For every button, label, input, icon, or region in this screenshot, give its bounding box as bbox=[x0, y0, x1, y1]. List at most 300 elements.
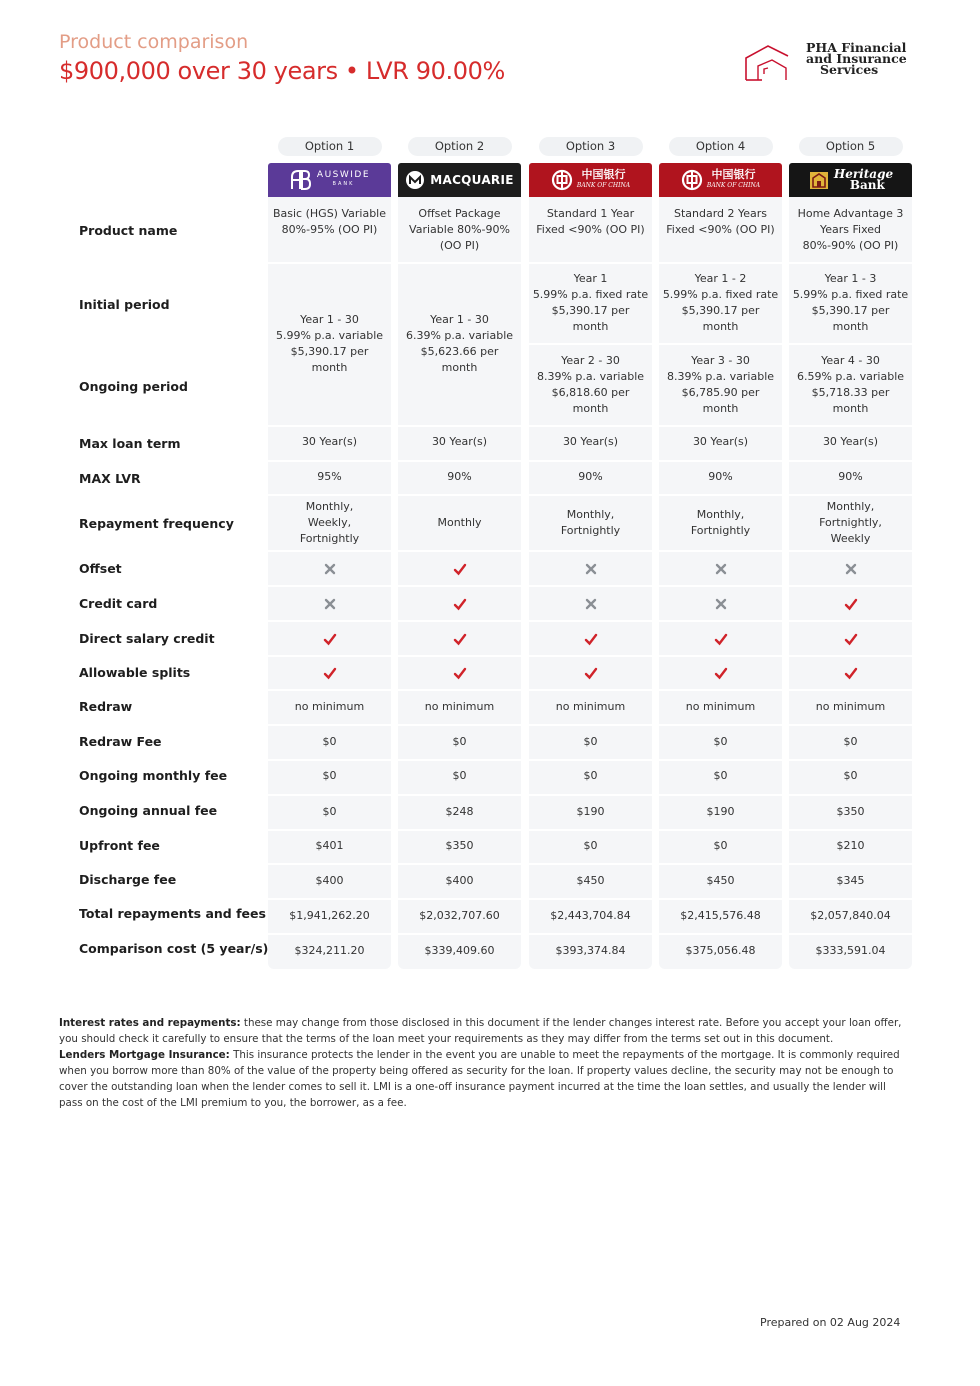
credit-card-cell bbox=[398, 594, 521, 610]
row-divider bbox=[529, 724, 652, 726]
cell-line: Year 4 - 30 bbox=[821, 354, 880, 367]
cell-line: Year 2 - 30 bbox=[561, 354, 620, 367]
total-repayments-cell: $2,057,840.04 bbox=[810, 909, 891, 922]
max-loan-term-cell: 30 Year(s) bbox=[692, 435, 749, 448]
row-divider bbox=[529, 655, 652, 657]
option-label: Option 5 bbox=[799, 137, 903, 156]
lender-name: 中国银行 bbox=[711, 168, 756, 181]
row-divider bbox=[659, 343, 782, 345]
ongoing-annual-fee-cell: $0 bbox=[322, 805, 337, 818]
check-icon bbox=[453, 666, 467, 680]
credit-card-cell bbox=[529, 594, 652, 610]
repayment-frequency-cell bbox=[789, 499, 912, 547]
option-label: Option 1 bbox=[278, 137, 382, 156]
cell-line: Year 1 - 30 bbox=[430, 313, 489, 326]
row-divider bbox=[398, 689, 521, 691]
cell-line: 5.99% p.a. fixed rate bbox=[792, 288, 909, 301]
redraw-fee-cell: $0 bbox=[843, 735, 858, 748]
credit-card-cell bbox=[268, 594, 391, 610]
row-label-direct-salary-credit: Direct salary credit bbox=[79, 631, 215, 646]
ongoing-monthly-fee-cell: $0 bbox=[713, 769, 728, 782]
row-divider bbox=[789, 898, 912, 900]
note-text: these may change from those disclosed in this document if the lender changes interest rate. Before you accept your loan offer, you should check it carefully to ensure that the terms of the loan meet your requirements as they may differ from the terms set out in this document. bbox=[59, 1017, 902, 1045]
cross-icon bbox=[584, 597, 598, 611]
redraw-cell: no minimum bbox=[555, 700, 626, 713]
redraw-cell: no minimum bbox=[294, 700, 365, 713]
cell-line: Year 1 - 30 bbox=[300, 313, 359, 326]
row-divider bbox=[529, 343, 652, 345]
row-divider bbox=[659, 829, 782, 831]
max-lvr-cell: 95% bbox=[317, 470, 342, 483]
check-icon bbox=[844, 666, 858, 680]
comparison-cost-cell: $333,591.04 bbox=[815, 944, 886, 957]
redraw-fee-cell: $0 bbox=[583, 735, 598, 748]
cell-line: Monthly, bbox=[566, 508, 615, 521]
redraw-cell: no minimum bbox=[685, 700, 756, 713]
row-divider bbox=[529, 829, 652, 831]
repayment-frequency-cell bbox=[268, 499, 391, 547]
row-divider bbox=[789, 620, 912, 622]
cell-line: Fixed <90% (OO PI) bbox=[536, 223, 645, 236]
redraw-fee-cell: $0 bbox=[452, 735, 467, 748]
row-divider bbox=[789, 933, 912, 935]
discharge-fee-cell: $450 bbox=[706, 874, 735, 887]
row-divider bbox=[659, 794, 782, 796]
direct-salary-credit-cell bbox=[789, 629, 912, 645]
auswide-mark-icon bbox=[289, 169, 311, 191]
row-divider bbox=[529, 898, 652, 900]
row-divider bbox=[529, 794, 652, 796]
cell-line: month bbox=[832, 320, 869, 333]
row-divider bbox=[789, 343, 912, 345]
row-divider bbox=[659, 933, 782, 935]
row-divider bbox=[529, 494, 652, 496]
row-divider bbox=[529, 863, 652, 865]
cell-line: Standard 1 Year bbox=[546, 207, 635, 220]
max-lvr-cell: 90% bbox=[708, 470, 733, 483]
period-cell bbox=[398, 312, 521, 376]
option-label: Option 2 bbox=[408, 137, 512, 156]
cell-line: 5.99% p.a. fixed rate bbox=[662, 288, 779, 301]
product-name-cell bbox=[398, 206, 521, 254]
cell-line: 6.39% p.a. variable bbox=[405, 329, 514, 342]
row-divider bbox=[398, 794, 521, 796]
row-label-initial-period: Initial period bbox=[79, 297, 170, 312]
upfront-fee-cell: $0 bbox=[583, 839, 598, 852]
cell-line: Weekly bbox=[830, 532, 871, 545]
cell-line: Offset Package bbox=[418, 207, 501, 220]
row-divider bbox=[789, 655, 912, 657]
row-divider bbox=[789, 262, 912, 264]
cell-line: Monthly, bbox=[696, 508, 745, 521]
redraw-fee-cell: $0 bbox=[713, 735, 728, 748]
row-divider bbox=[659, 863, 782, 865]
cross-icon bbox=[584, 562, 598, 576]
ongoing-annual-fee-cell: $350 bbox=[836, 805, 865, 818]
cell-line: Standard 2 Years bbox=[673, 207, 768, 220]
credit-card-cell bbox=[659, 594, 782, 610]
house-logo-icon bbox=[742, 42, 800, 86]
row-divider bbox=[268, 262, 391, 264]
upfront-fee-cell: $210 bbox=[836, 839, 865, 852]
row-label-ongoing-period: Ongoing period bbox=[79, 379, 188, 394]
cell-line: (OO PI) bbox=[439, 239, 480, 252]
cell-line: $5,390.17 per bbox=[551, 304, 630, 317]
redraw-cell: no minimum bbox=[815, 700, 886, 713]
row-label-upfront-fee: Upfront fee bbox=[79, 838, 160, 853]
row-divider bbox=[398, 262, 521, 264]
cell-line: 8.39% p.a. variable bbox=[666, 370, 775, 383]
row-divider bbox=[789, 494, 912, 496]
cross-icon bbox=[844, 562, 858, 576]
row-divider bbox=[529, 620, 652, 622]
cross-icon bbox=[323, 597, 337, 611]
lender-name: 中国银行 bbox=[581, 168, 626, 181]
cell-line: $6,818.60 per bbox=[551, 386, 630, 399]
lender-sub: BANK bbox=[332, 181, 355, 187]
row-label-ongoing-monthly-fee: Ongoing monthly fee bbox=[79, 768, 228, 783]
offset-cell bbox=[398, 559, 521, 575]
row-divider bbox=[789, 585, 912, 587]
comparison-cost-cell: $339,409.60 bbox=[424, 944, 495, 957]
upfront-fee-cell: $0 bbox=[713, 839, 728, 852]
row-divider bbox=[789, 550, 912, 552]
row-divider bbox=[398, 724, 521, 726]
row-divider bbox=[398, 933, 521, 935]
cell-line: $5,390.17 per bbox=[681, 304, 760, 317]
row-label-total-repayments: Total repayments and fees bbox=[79, 906, 266, 921]
row-divider bbox=[268, 494, 391, 496]
cell-line: Weekly, bbox=[307, 516, 352, 529]
check-icon bbox=[714, 632, 728, 646]
check-icon bbox=[714, 666, 728, 680]
cell-line: month bbox=[572, 320, 609, 333]
allowable-splits-cell bbox=[268, 663, 391, 679]
row-divider bbox=[398, 460, 521, 462]
cell-line: 80%-95% (OO PI) bbox=[281, 223, 378, 236]
row-divider bbox=[268, 689, 391, 691]
row-label-discharge-fee: Discharge fee bbox=[79, 872, 177, 887]
ongoing-annual-fee-cell: $248 bbox=[445, 805, 474, 818]
cell-line: $5,390.17 per bbox=[811, 304, 890, 317]
row-divider bbox=[659, 620, 782, 622]
redraw-fee-cell: $0 bbox=[322, 735, 337, 748]
offset-cell bbox=[268, 559, 391, 575]
row-divider bbox=[398, 759, 521, 761]
cross-icon bbox=[323, 562, 337, 576]
period-cell bbox=[268, 312, 391, 376]
row-divider bbox=[268, 550, 391, 552]
row-divider bbox=[789, 759, 912, 761]
brand-line: PHA Financial bbox=[806, 40, 907, 55]
discharge-fee-cell: $400 bbox=[445, 874, 474, 887]
row-divider bbox=[529, 689, 652, 691]
row-divider bbox=[268, 863, 391, 865]
ongoing-annual-fee-cell: $190 bbox=[706, 805, 735, 818]
cell-line: month bbox=[572, 402, 609, 415]
page-title: $900,000 over 30 years • LVR 90.00% bbox=[59, 57, 505, 85]
lender-logo bbox=[529, 163, 652, 197]
prepared-date: Prepared on 02 Aug 2024 bbox=[760, 1316, 901, 1329]
max-loan-term-cell: 30 Year(s) bbox=[431, 435, 488, 448]
credit-card-cell bbox=[789, 594, 912, 610]
direct-salary-credit-cell bbox=[529, 629, 652, 645]
cell-line: month bbox=[702, 320, 739, 333]
cell-line: 5.99% p.a. fixed rate bbox=[532, 288, 649, 301]
row-divider bbox=[398, 585, 521, 587]
row-divider bbox=[659, 262, 782, 264]
row-divider bbox=[659, 494, 782, 496]
max-loan-term-cell: 30 Year(s) bbox=[562, 435, 619, 448]
total-repayments-cell: $2,443,704.84 bbox=[550, 909, 631, 922]
cell-line: $6,785.90 per bbox=[681, 386, 760, 399]
cell-line: Fortnightly bbox=[690, 524, 751, 537]
cell-line: month bbox=[702, 402, 739, 415]
direct-salary-credit-cell bbox=[268, 629, 391, 645]
row-label-product-name: Product name bbox=[79, 223, 178, 238]
row-divider bbox=[268, 585, 391, 587]
offset-cell bbox=[529, 559, 652, 575]
row-label-redraw: Redraw bbox=[79, 699, 133, 714]
initial-period-cell bbox=[529, 271, 652, 335]
cell-line: Year 1 bbox=[573, 272, 608, 285]
product-name-cell bbox=[789, 206, 912, 254]
offset-cell bbox=[659, 559, 782, 575]
total-repayments-cell: $2,415,576.48 bbox=[680, 909, 761, 922]
row-divider bbox=[268, 829, 391, 831]
row-divider bbox=[659, 898, 782, 900]
lender-logo bbox=[398, 163, 521, 197]
check-icon bbox=[453, 632, 467, 646]
check-icon bbox=[584, 632, 598, 646]
brand-line: Services bbox=[820, 62, 879, 77]
row-divider bbox=[789, 794, 912, 796]
lender-name: AUSWIDE bbox=[316, 170, 371, 180]
bank-of-china-mark-icon bbox=[681, 169, 703, 191]
check-icon bbox=[844, 597, 858, 611]
cell-line: Fixed <90% (OO PI) bbox=[666, 223, 775, 236]
row-label-repayment-frequency: Repayment frequency bbox=[79, 516, 234, 531]
row-divider bbox=[659, 655, 782, 657]
row-divider bbox=[789, 863, 912, 865]
row-divider bbox=[789, 724, 912, 726]
lender-logo bbox=[659, 163, 782, 197]
repayment-frequency-cell bbox=[659, 507, 782, 539]
check-icon bbox=[323, 632, 337, 646]
cell-line: 8.39% p.a. variable bbox=[536, 370, 645, 383]
row-label-offset: Offset bbox=[79, 561, 122, 576]
check-icon bbox=[323, 666, 337, 680]
row-label-comparison-cost: Comparison cost (5 year/s) bbox=[79, 941, 269, 956]
cell-line: Monthly, bbox=[826, 500, 875, 513]
cross-icon bbox=[714, 562, 728, 576]
lender-sub: BANK OF CHINA bbox=[706, 182, 761, 189]
cell-line: Year 3 - 30 bbox=[691, 354, 750, 367]
product-name-cell bbox=[529, 206, 652, 238]
brand-line: and Insurance bbox=[806, 51, 907, 66]
direct-salary-credit-cell bbox=[398, 629, 521, 645]
macquarie-mark-icon bbox=[405, 170, 425, 190]
row-divider bbox=[268, 425, 391, 427]
row-divider bbox=[268, 933, 391, 935]
row-divider bbox=[398, 494, 521, 496]
row-divider bbox=[529, 460, 652, 462]
row-divider bbox=[398, 550, 521, 552]
row-divider bbox=[398, 898, 521, 900]
row-label-redraw-fee: Redraw Fee bbox=[79, 734, 162, 749]
direct-salary-credit-cell bbox=[659, 629, 782, 645]
row-divider bbox=[659, 759, 782, 761]
row-label-credit-card: Credit card bbox=[79, 596, 158, 611]
cell-line: 6.59% p.a. variable bbox=[796, 370, 905, 383]
row-divider bbox=[268, 460, 391, 462]
note-title: Interest rates and repayments: bbox=[59, 1017, 241, 1029]
total-repayments-cell: $2,032,707.60 bbox=[419, 909, 500, 922]
row-divider bbox=[398, 829, 521, 831]
upfront-fee-cell: $350 bbox=[445, 839, 474, 852]
discharge-fee-cell: $345 bbox=[836, 874, 865, 887]
check-icon bbox=[453, 597, 467, 611]
total-repayments-cell: $1,941,262.20 bbox=[289, 909, 370, 922]
cell-line: Monthly, bbox=[305, 500, 354, 513]
cell-line: month bbox=[441, 361, 478, 374]
ongoing-period-cell bbox=[659, 353, 782, 417]
cell-line: Fortnightly, bbox=[819, 516, 882, 529]
row-divider bbox=[529, 550, 652, 552]
row-divider bbox=[659, 425, 782, 427]
row-label-ongoing-annual-fee: Ongoing annual fee bbox=[79, 803, 218, 818]
allowable-splits-cell bbox=[789, 663, 912, 679]
offset-cell bbox=[789, 559, 912, 575]
cell-line: Monthly bbox=[437, 516, 482, 529]
repayment-frequency-cell bbox=[529, 507, 652, 539]
lender-name: Heritage bbox=[833, 167, 894, 181]
row-divider bbox=[268, 898, 391, 900]
note-text: This insurance protects the lender in the event you are unable to meet the repayments of the mortgage. It is commonly required when you borrow more than 80% of the value of the property being offered as security for the loan. If property values decline, the security may not be enough to cover the outstanding loan when the lender comes to sell it. LMI is a one-off insurance payment incurred at the time the loan settles, and usually the lender will pass on the cost of the LMI premium to you, the borrower, as a fee. bbox=[59, 1049, 900, 1109]
cell-line: $5,718.33 per bbox=[811, 386, 890, 399]
row-divider bbox=[529, 425, 652, 427]
cell-line: Variable 80%-90% bbox=[409, 223, 510, 236]
row-divider bbox=[398, 655, 521, 657]
cell-line: Year 1 - 3 bbox=[824, 272, 877, 285]
row-divider bbox=[659, 724, 782, 726]
comparison-cost-cell: $375,056.48 bbox=[685, 944, 756, 957]
cell-line: Years Fixed bbox=[819, 223, 882, 236]
ongoing-period-cell bbox=[789, 353, 912, 417]
upfront-fee-cell: $401 bbox=[315, 839, 344, 852]
row-divider bbox=[789, 829, 912, 831]
product-name-cell bbox=[659, 206, 782, 238]
row-divider bbox=[268, 655, 391, 657]
cell-line: 5.99% p.a. variable bbox=[275, 329, 384, 342]
row-divider bbox=[398, 863, 521, 865]
initial-period-cell bbox=[659, 271, 782, 335]
check-icon bbox=[844, 632, 858, 646]
cell-line: Fortnightly bbox=[299, 532, 360, 545]
option-label: Option 4 bbox=[669, 137, 773, 156]
cell-line: Home Advantage 3 bbox=[797, 207, 904, 220]
cell-line: month bbox=[311, 361, 348, 374]
row-label-max-loan-term: Max loan term bbox=[79, 436, 181, 451]
row-divider bbox=[398, 620, 521, 622]
ongoing-period-cell bbox=[529, 353, 652, 417]
allowable-splits-cell bbox=[398, 663, 521, 679]
ongoing-monthly-fee-cell: $0 bbox=[843, 769, 858, 782]
cell-line: Fortnightly bbox=[560, 524, 621, 537]
cell-line: Basic (HGS) Variable bbox=[272, 207, 386, 220]
note-title: Lenders Mortgage Insurance: bbox=[59, 1049, 230, 1061]
row-divider bbox=[529, 933, 652, 935]
max-loan-term-cell: 30 Year(s) bbox=[301, 435, 358, 448]
row-divider bbox=[529, 585, 652, 587]
comparison-cost-cell: $324,211.20 bbox=[294, 944, 365, 957]
row-label-allowable-splits: Allowable splits bbox=[79, 665, 191, 680]
option-label: Option 3 bbox=[539, 137, 643, 156]
allowable-splits-cell bbox=[659, 663, 782, 679]
initial-period-cell bbox=[789, 271, 912, 335]
discharge-fee-cell: $400 bbox=[315, 874, 344, 887]
page-subtitle: Product comparison bbox=[59, 31, 249, 53]
lender-sub: BANK OF CHINA bbox=[576, 182, 631, 189]
discharge-fee-cell: $450 bbox=[576, 874, 605, 887]
redraw-cell: no minimum bbox=[424, 700, 495, 713]
row-divider bbox=[659, 550, 782, 552]
heritage-crest-icon bbox=[808, 169, 830, 191]
comparison-cost-cell: $393,374.84 bbox=[555, 944, 626, 957]
ongoing-monthly-fee-cell: $0 bbox=[583, 769, 598, 782]
cell-line: 80%-90% (OO PI) bbox=[802, 239, 899, 252]
allowable-splits-cell bbox=[529, 663, 652, 679]
brand-logo bbox=[742, 40, 922, 86]
lender-logo bbox=[789, 163, 912, 197]
row-divider bbox=[268, 724, 391, 726]
cell-line: month bbox=[832, 402, 869, 415]
repayment-frequency-cell bbox=[398, 515, 521, 531]
max-lvr-cell: 90% bbox=[578, 470, 603, 483]
product-name-cell bbox=[268, 206, 391, 238]
footnotes bbox=[59, 1015, 907, 1111]
row-divider bbox=[398, 425, 521, 427]
row-label-max-lvr: MAX LVR bbox=[79, 471, 141, 486]
row-divider bbox=[789, 689, 912, 691]
ongoing-monthly-fee-cell: $0 bbox=[452, 769, 467, 782]
cell-line: Year 1 - 2 bbox=[694, 272, 747, 285]
cell-line: $5,390.17 per bbox=[290, 345, 369, 358]
row-divider bbox=[268, 794, 391, 796]
lender-sub: Bank bbox=[849, 178, 885, 192]
ongoing-monthly-fee-cell: $0 bbox=[322, 769, 337, 782]
max-lvr-cell: 90% bbox=[447, 470, 472, 483]
row-divider bbox=[268, 759, 391, 761]
row-divider bbox=[789, 425, 912, 427]
row-divider bbox=[659, 689, 782, 691]
row-divider bbox=[659, 460, 782, 462]
check-icon bbox=[453, 562, 467, 576]
row-divider bbox=[789, 460, 912, 462]
row-divider bbox=[529, 759, 652, 761]
row-divider bbox=[529, 262, 652, 264]
lender-logo bbox=[268, 163, 391, 197]
row-divider bbox=[659, 585, 782, 587]
ongoing-annual-fee-cell: $190 bbox=[576, 805, 605, 818]
max-lvr-cell: 90% bbox=[838, 470, 863, 483]
bank-of-china-mark-icon bbox=[551, 169, 573, 191]
cross-icon bbox=[714, 597, 728, 611]
check-icon bbox=[584, 666, 598, 680]
max-loan-term-cell: 30 Year(s) bbox=[822, 435, 879, 448]
row-divider bbox=[268, 620, 391, 622]
cell-line: $5,623.66 per bbox=[420, 345, 499, 358]
